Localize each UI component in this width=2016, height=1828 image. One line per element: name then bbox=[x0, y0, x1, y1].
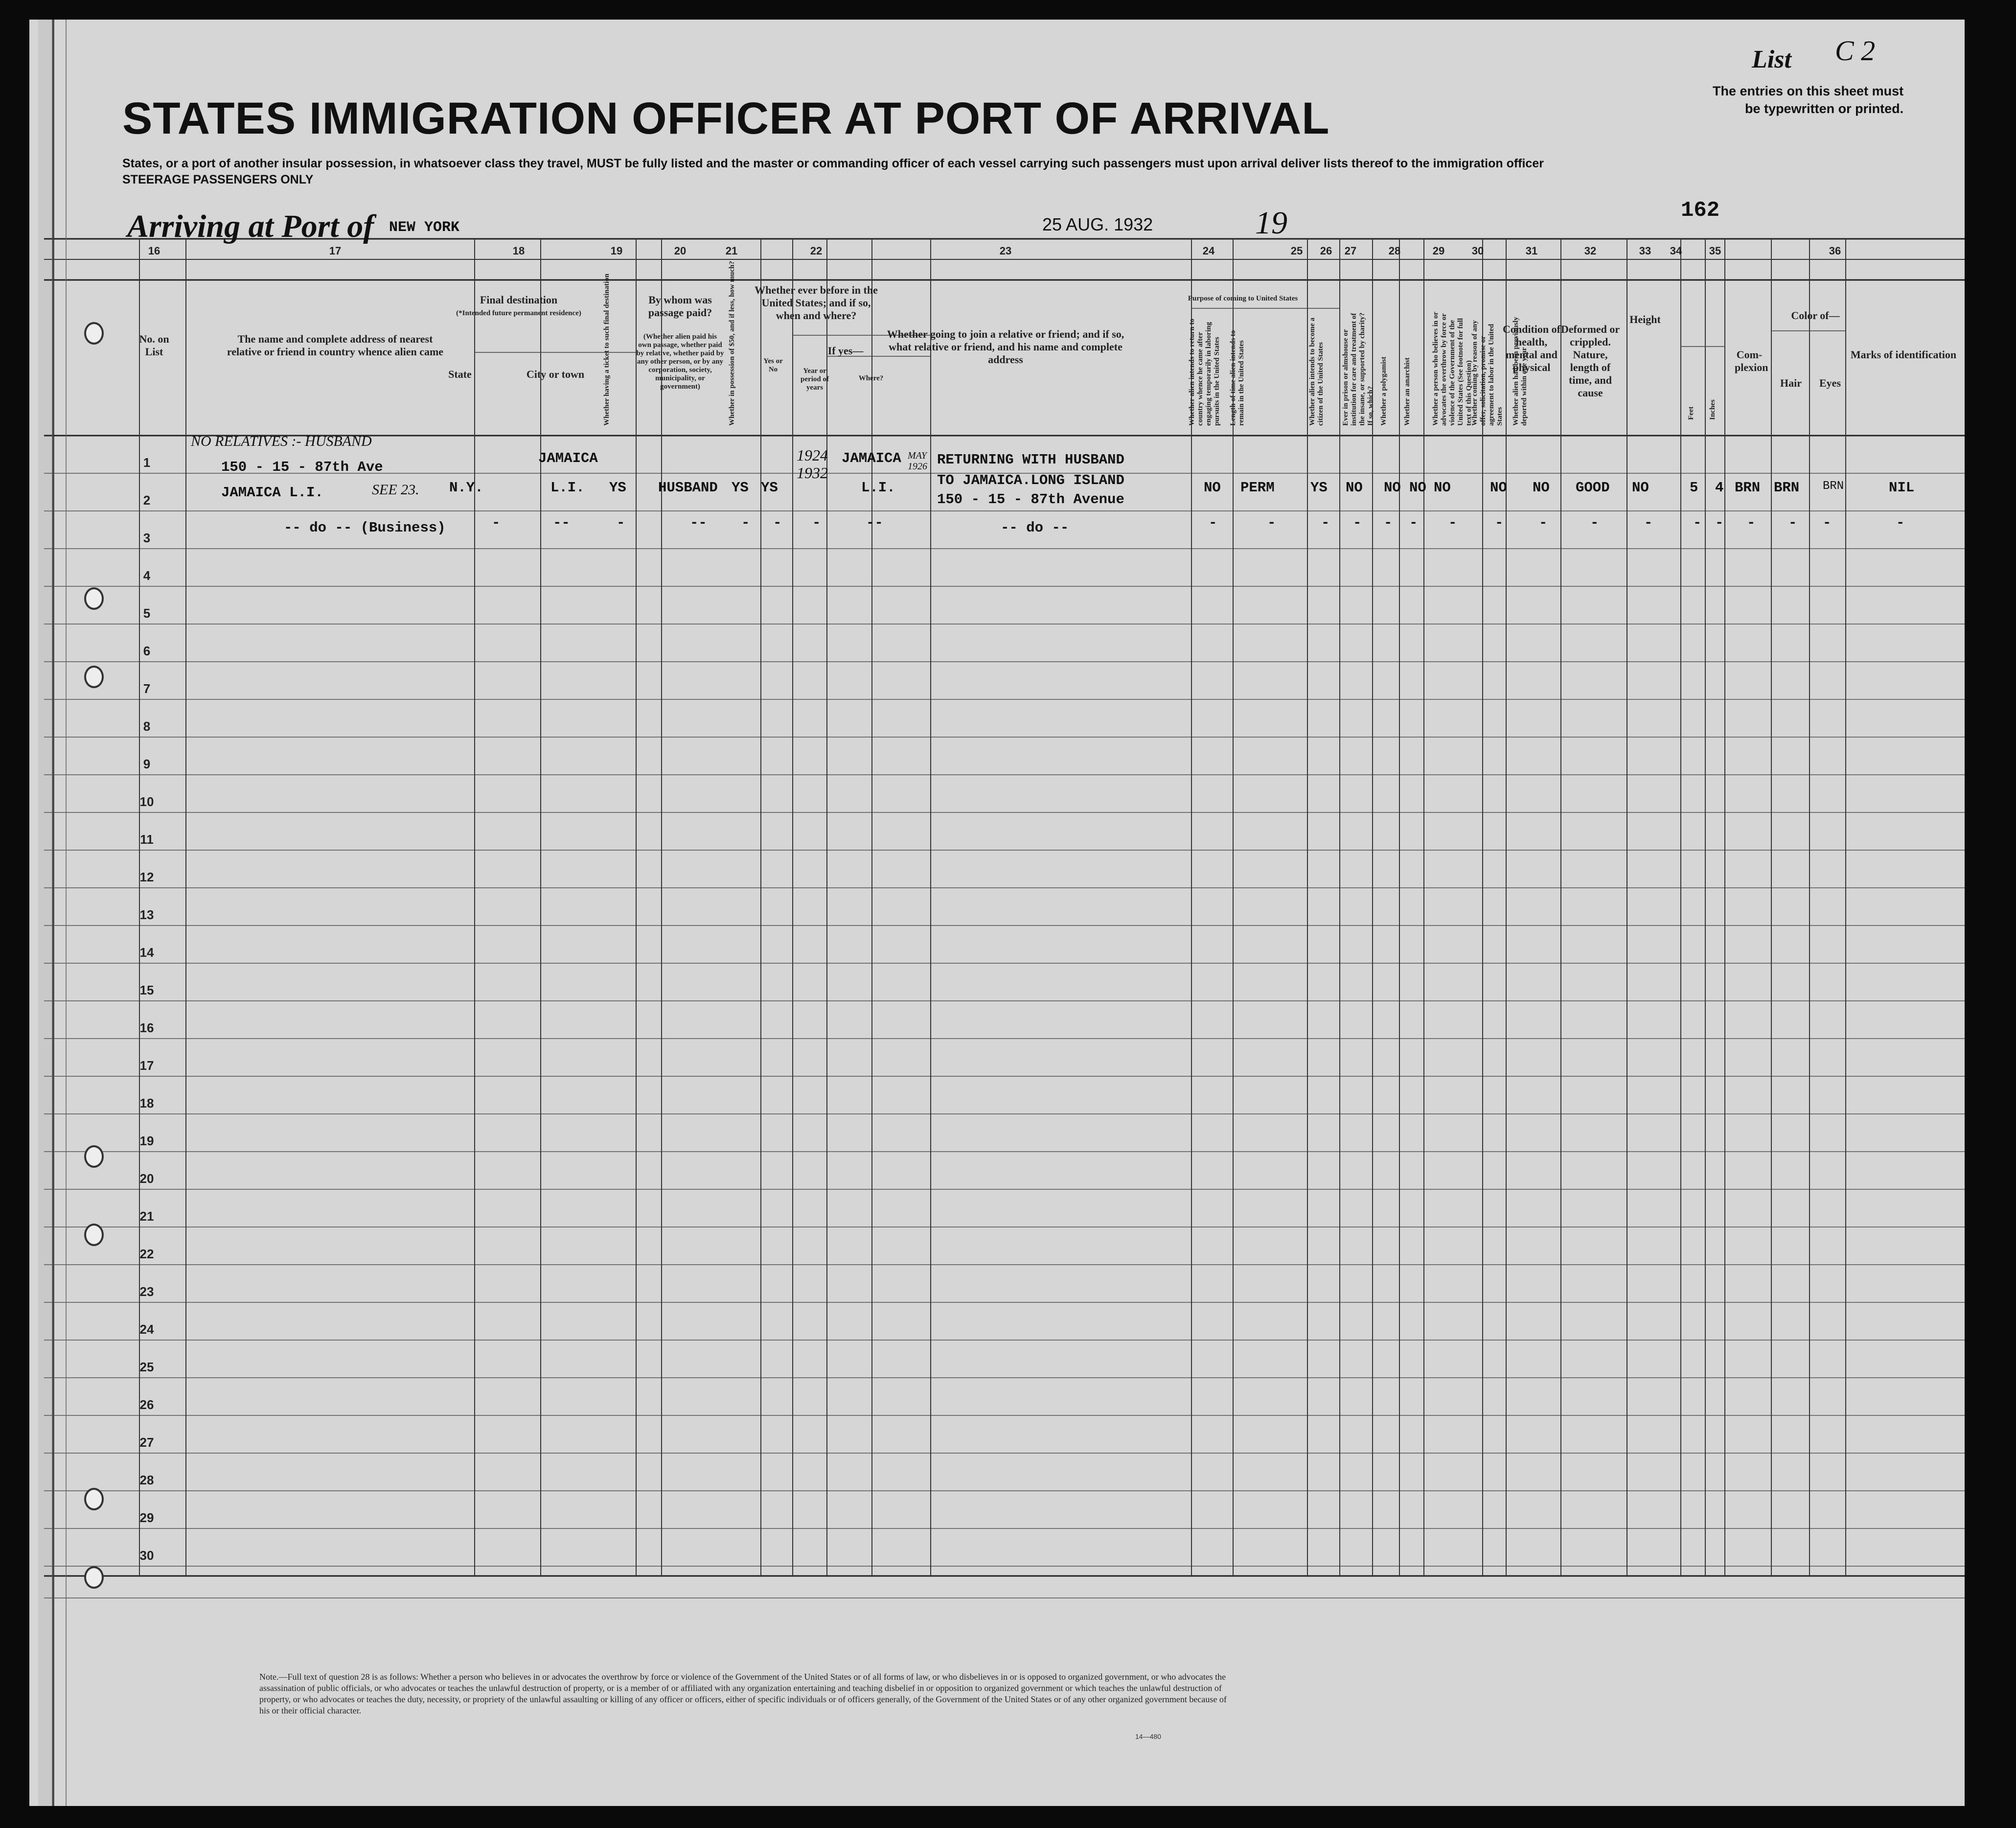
column-number: 26 bbox=[1320, 245, 1332, 257]
row2-dash: - bbox=[1409, 515, 1418, 531]
row2-dash: - bbox=[1747, 515, 1756, 531]
row-number: 27 bbox=[139, 1435, 154, 1450]
arriving-label: Arriving at Port of bbox=[127, 208, 374, 244]
entry-period-top: 1924 bbox=[797, 446, 828, 464]
row2-dash: - bbox=[1715, 515, 1724, 531]
row-number: 19 bbox=[139, 1134, 154, 1148]
date-stamp: 25 AUG. 1932 bbox=[1042, 214, 1153, 234]
sheet-number: 162 bbox=[1681, 198, 1720, 223]
entry-paid-by: HUSBAND bbox=[658, 480, 718, 496]
row-number: 15 bbox=[139, 983, 154, 997]
punch-hole bbox=[84, 666, 104, 688]
column-number: 21 bbox=[725, 245, 738, 257]
entry-ticket: YS bbox=[609, 480, 626, 496]
header-yes-or-no: Yes or No bbox=[763, 357, 783, 373]
column-number: 33 bbox=[1639, 245, 1651, 257]
row2-dash: -- bbox=[690, 515, 707, 531]
header-q29: Whether coming by reason of any offer, solicitation, promise or agreement to labor in the United States bbox=[1471, 320, 1504, 426]
row-number: 21 bbox=[139, 1209, 154, 1224]
row2-dash: - bbox=[1267, 515, 1276, 531]
header-eyes: Eyes bbox=[1819, 377, 1841, 389]
row2-dash: - bbox=[1353, 515, 1362, 531]
header-final-destination-note: (*Intended future permanent residence) bbox=[456, 309, 581, 317]
row2-dash: - bbox=[1209, 515, 1217, 531]
row2-dash: - bbox=[1823, 515, 1832, 531]
header-height: Height bbox=[1629, 313, 1661, 325]
row2-dash: -- bbox=[866, 515, 883, 531]
entry-relative-address: 150 - 15 - 87th Ave bbox=[221, 459, 383, 475]
row-number: 16 bbox=[139, 1020, 154, 1035]
entry-period-mid: 1932 bbox=[797, 464, 828, 482]
row2-dash: - bbox=[1788, 515, 1797, 531]
entry-citizen: YS bbox=[1310, 480, 1328, 496]
header-if-yes: If yes— bbox=[827, 345, 864, 357]
entry-eyes: BRN bbox=[1823, 480, 1844, 493]
row2-dash: - bbox=[1693, 515, 1702, 531]
punch-hole bbox=[84, 587, 104, 610]
manifest-grid bbox=[29, 20, 1965, 1806]
header-city-or-town: City or town bbox=[526, 368, 585, 380]
row-number: 28 bbox=[139, 1473, 154, 1487]
header-feet: Feet bbox=[1687, 406, 1695, 420]
entry-prison: NO bbox=[1346, 480, 1363, 496]
column-number: 17 bbox=[329, 245, 342, 257]
entry-relative-handwritten: NO RELATIVES :- HUSBAND bbox=[191, 433, 372, 449]
header-complexion: Com-plexion bbox=[1735, 348, 1768, 373]
row-number: 7 bbox=[143, 681, 151, 696]
entry-join-handwritten: MAY 1926 bbox=[908, 450, 927, 472]
row2-dash: - bbox=[1384, 515, 1393, 531]
header-polygamist: Whether a polygamist bbox=[1380, 356, 1388, 426]
header-ever-before: Whether ever before in the United States; and if so, when and where? bbox=[755, 284, 878, 322]
list-value: C 2 bbox=[1835, 35, 1876, 67]
header-hair: Hair bbox=[1780, 377, 1802, 389]
column-number: 35 bbox=[1709, 245, 1721, 257]
header-ticket: Whether having a ticket to such final destination bbox=[603, 274, 611, 426]
port-value: NEW YORK bbox=[389, 219, 460, 236]
entry-r2-join: -- do -- bbox=[1001, 520, 1069, 536]
column-number: 29 bbox=[1432, 245, 1445, 257]
header-possession-50: Whether in possession of $50, and if less, how much? bbox=[728, 261, 736, 426]
punch-hole bbox=[84, 1224, 104, 1246]
header-purpose-length: Length of time alien intends to remain in the United States bbox=[1229, 330, 1245, 426]
footnote: Note.—Full text of question 28 is as follows: Whether a person who believes in or advocates the overthrow by force or violence of the Government of the United States or of all forms of law, or who disbelieves in or is opposed to organized government, or who advocates the assassination of public officials, or who advocates or teaches the unlawful destruction of property, or is a member of or affiliated with any organization entertaining and teaching disbelief in or opposition to organized government or which teaches the unlawful destruction of property, or who advocates or teaches the duty, necessity, or propriety of the unlawful assaulting or killing of any officer or officers, either of specific individuals or of officers generally, of the Government of the United States or of any other organized government because of his or their official character. bbox=[259, 1672, 1227, 1715]
row2-dash: - bbox=[617, 515, 625, 531]
list-label: List bbox=[1752, 46, 1791, 73]
row-number: 22 bbox=[139, 1247, 154, 1261]
column-number: 18 bbox=[512, 245, 525, 257]
header-color-of: Color of— bbox=[1791, 309, 1840, 322]
entry-marks: NIL bbox=[1889, 480, 1915, 496]
entry-join-line1: RETURNING WITH HUSBAND bbox=[937, 452, 1124, 468]
header-final-destination: Final destination bbox=[480, 294, 558, 306]
entry-city-top: JAMAICA bbox=[538, 450, 598, 466]
header-purpose-citizen: Whether alien intends to become a citizen of the United States bbox=[1308, 318, 1325, 426]
punch-hole bbox=[84, 322, 104, 345]
entry-where: L.I. bbox=[861, 480, 895, 496]
header-state: State bbox=[448, 368, 472, 380]
entries-note bbox=[1713, 82, 1903, 117]
row-number: 20 bbox=[139, 1171, 154, 1186]
row2-dash: - bbox=[1448, 515, 1457, 531]
entry-q28: NO bbox=[1434, 480, 1451, 496]
header-purpose: Purpose of coming to United States bbox=[1188, 295, 1298, 302]
entry-q29: NO bbox=[1490, 480, 1507, 496]
row-number: 25 bbox=[139, 1360, 154, 1374]
header-prison: Ever in prison or almshouse or institution for care and treatment of the insane, or supported by charity? If so, which? bbox=[1342, 312, 1375, 426]
column-number: 30 bbox=[1471, 245, 1484, 257]
header-relative-in-country: The name and complete address of nearest relative or friend in country whence alien came bbox=[227, 333, 444, 358]
header-year-or-period: Year or period of years bbox=[801, 367, 829, 392]
row-number: 13 bbox=[139, 907, 154, 922]
row2-dash: - bbox=[812, 515, 821, 531]
row-number: 30 bbox=[139, 1548, 154, 1563]
column-number: 20 bbox=[674, 245, 687, 257]
row-number: 8 bbox=[143, 719, 151, 734]
row-number: 1 bbox=[143, 455, 151, 470]
entry-feet: 5 bbox=[1690, 480, 1698, 496]
row-number: 14 bbox=[139, 945, 154, 960]
entry-r2-relative: -- do -- (Business) bbox=[284, 520, 446, 536]
row2-dash: - bbox=[1539, 515, 1548, 531]
header-deformed: Deformed or crippled. Nature, length of time, and cause bbox=[1560, 323, 1620, 399]
entry-state: N.Y. bbox=[449, 480, 483, 496]
column-number: 31 bbox=[1525, 245, 1538, 257]
header-where: Where? bbox=[858, 374, 884, 382]
row-number: 4 bbox=[143, 568, 151, 583]
entry-before-yes: YS bbox=[761, 480, 778, 496]
entry-polygamist: NO bbox=[1384, 480, 1401, 496]
header-health: Condition of health, mental and physical bbox=[1503, 323, 1560, 373]
form-number: 14—480 bbox=[1135, 1733, 1161, 1740]
row2-dash: - bbox=[773, 515, 782, 531]
column-number: 24 bbox=[1202, 245, 1215, 257]
entry-complexion: BRN bbox=[1735, 480, 1761, 496]
header-by-whom-paid: By whom was passage paid? bbox=[648, 294, 712, 319]
header-by-whom-paid-note: (Whether alien paid his own passage, whether paid by relative, whether paid by any other person, or by any corporation, society, municipality, or government) bbox=[636, 333, 724, 391]
page-title: STATES IMMIGRATION OFFICER AT PORT OF ARRIVAL bbox=[122, 93, 1330, 143]
entry-hair: BRN bbox=[1774, 480, 1800, 496]
column-number: 27 bbox=[1344, 245, 1357, 257]
column-number: 32 bbox=[1584, 245, 1597, 257]
column-number: 23 bbox=[999, 245, 1012, 257]
header-q28: Whether a person who believes in or advocates the overthrow by force or violence of the Government of the United States (See footnote for full text of this Question) bbox=[1432, 312, 1473, 426]
row2-dash: - bbox=[1495, 515, 1504, 531]
row-number: 24 bbox=[139, 1322, 154, 1337]
row2-dash: - bbox=[1896, 515, 1905, 531]
header-purpose-return: Whether alien intends to return to country whence he came after engaging temporarily in laboring pursuits in the United States bbox=[1188, 318, 1221, 426]
row-number: 12 bbox=[139, 870, 154, 884]
header-joining-relative: Whether going to join a relative or friend; and if so, what relative or friend, and his name and complete address bbox=[887, 328, 1124, 366]
punch-hole bbox=[84, 1145, 104, 1168]
row-number: 6 bbox=[143, 644, 151, 658]
entry-join-line2: TO JAMAICA.LONG ISLAND bbox=[937, 472, 1124, 488]
row2-dash: - bbox=[1644, 515, 1653, 531]
row2-dash: - bbox=[1590, 515, 1599, 531]
steerage-label: STEERAGE PASSENGERS ONLY bbox=[122, 173, 314, 186]
page-subtitle: States, or a port of another insular possession, in whatsoever class they travel, MUST be fully listed and the master or commanding officer of each vessel carrying such passengers must upon arrival deliver lists thereof to the immigration officer bbox=[122, 157, 1544, 170]
entry-deformed: NO bbox=[1632, 480, 1649, 496]
entry-where-top: JAMAICA bbox=[842, 450, 901, 466]
row-number: 3 bbox=[143, 531, 151, 545]
entry-return-country: NO bbox=[1204, 480, 1221, 496]
row-number: 17 bbox=[139, 1058, 154, 1073]
header-q30: Whether alien had been previously deported within one year bbox=[1512, 317, 1528, 426]
column-number: 19 bbox=[610, 245, 623, 257]
entries-note-line: The entries on this sheet must bbox=[1713, 84, 1904, 98]
entry-anarchist: NO bbox=[1409, 480, 1426, 496]
entries-note-line: be typewritten or printed. bbox=[1745, 101, 1904, 116]
entry-q30: NO bbox=[1533, 480, 1550, 496]
row2-dash: -- bbox=[553, 515, 570, 531]
entry-join-line3: 150 - 15 - 87th Avenue bbox=[937, 491, 1124, 508]
row-number: 11 bbox=[140, 832, 154, 847]
punch-hole bbox=[84, 1488, 104, 1510]
column-number: 36 bbox=[1829, 245, 1841, 257]
punch-hole bbox=[84, 1566, 104, 1589]
entry-relative-see: SEE 23. bbox=[372, 482, 419, 498]
column-number: 16 bbox=[148, 245, 160, 257]
header-anarchist: Whether an anarchist bbox=[1403, 357, 1411, 426]
row-number: 26 bbox=[139, 1397, 154, 1412]
entry-health: GOOD bbox=[1576, 480, 1610, 496]
row2-dash: - bbox=[741, 515, 750, 531]
column-number: 34 bbox=[1670, 245, 1682, 257]
row-number: 9 bbox=[143, 757, 151, 771]
row-number: 2 bbox=[143, 493, 151, 508]
row2-dash: - bbox=[1321, 515, 1330, 531]
row-number: 5 bbox=[143, 606, 151, 621]
header-marks: Marks of identification bbox=[1850, 348, 1957, 361]
header-no-on-list: No. on List bbox=[139, 333, 169, 358]
row2-dash: - bbox=[492, 515, 501, 531]
column-number: 28 bbox=[1388, 245, 1401, 257]
entry-length-stay: PERM bbox=[1240, 480, 1275, 496]
header-inches: Inches bbox=[1709, 399, 1717, 420]
row-number: 23 bbox=[139, 1284, 154, 1299]
entry-city: L.I. bbox=[550, 480, 585, 496]
row-number: 29 bbox=[139, 1510, 154, 1525]
entry-inches: 4 bbox=[1715, 480, 1724, 496]
row-number: 18 bbox=[139, 1096, 154, 1111]
manifest-sheet bbox=[29, 20, 1965, 1806]
entry-fifty: YS bbox=[732, 480, 749, 496]
row-number: 10 bbox=[139, 794, 154, 809]
entry-relative-city: JAMAICA L.I. bbox=[221, 485, 323, 501]
column-number: 25 bbox=[1290, 245, 1303, 257]
column-number: 22 bbox=[810, 245, 823, 257]
year-label: 19 bbox=[1255, 205, 1287, 241]
